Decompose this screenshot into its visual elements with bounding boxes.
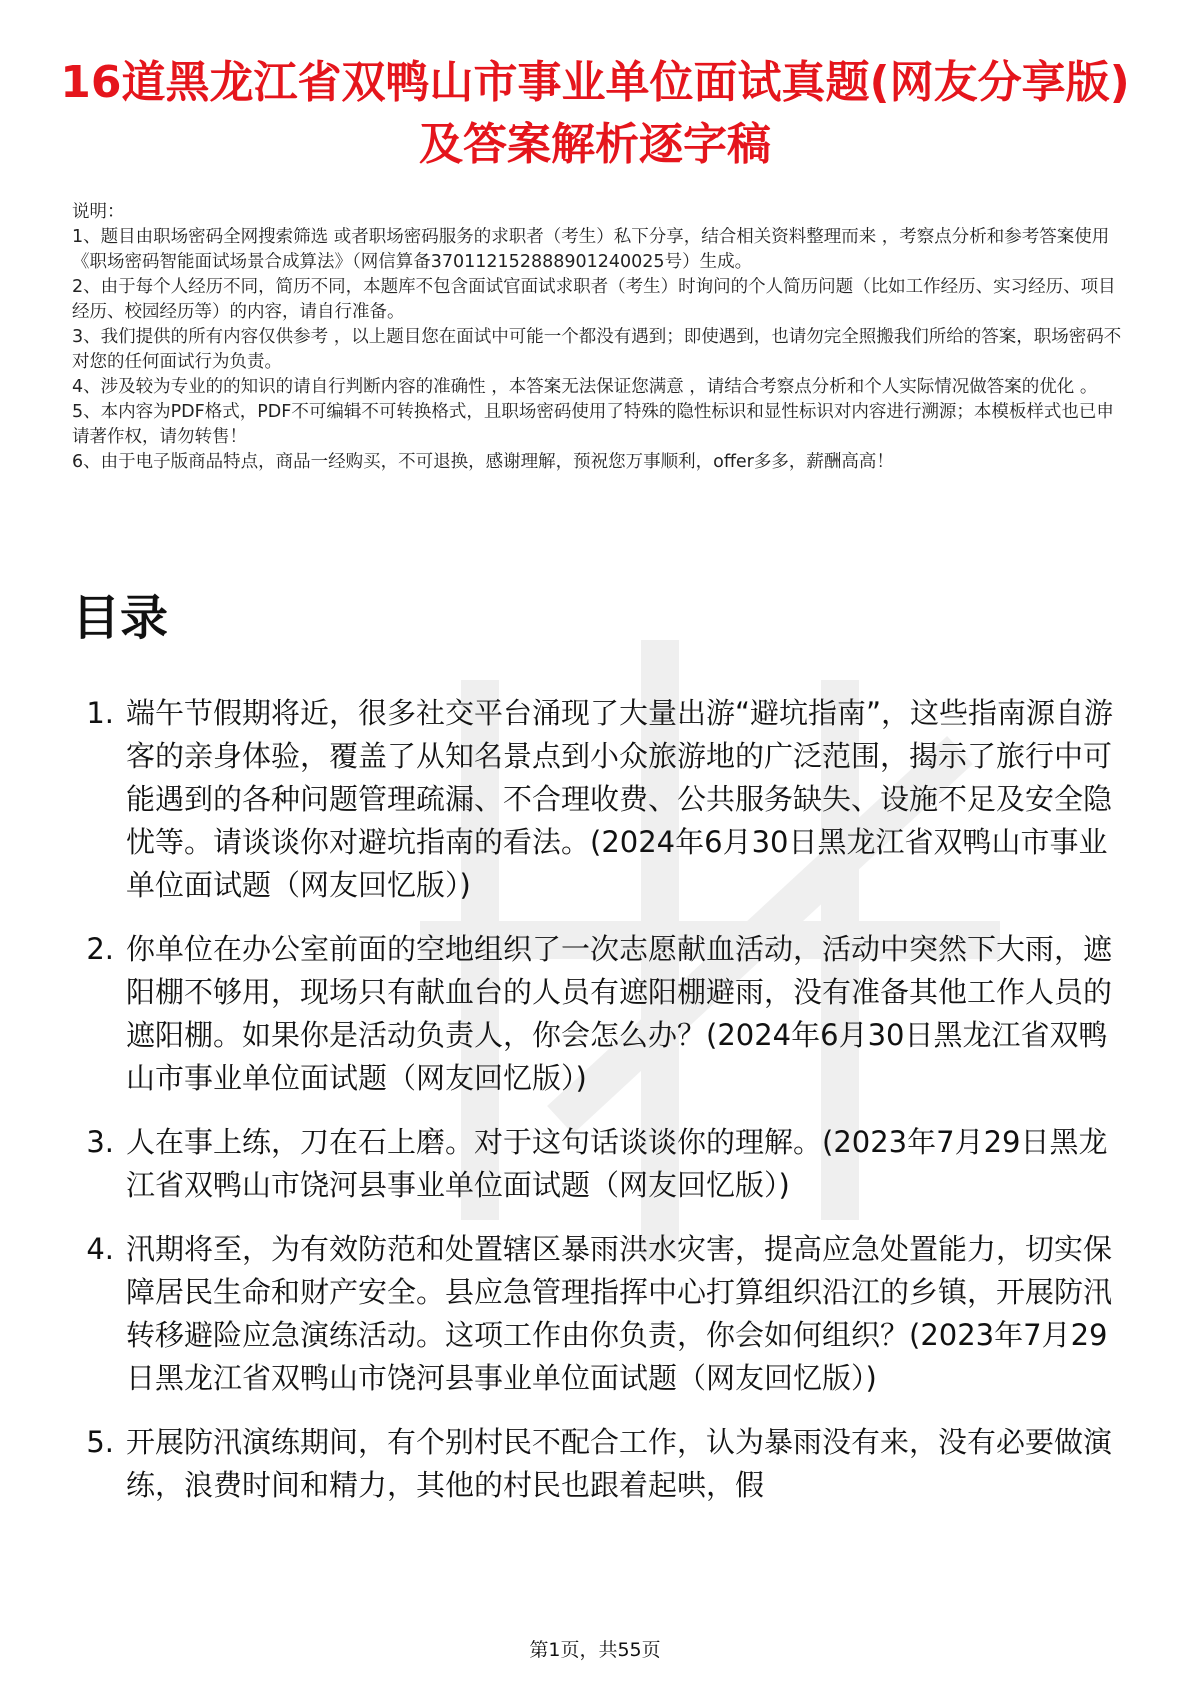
note-item: 4、涉及较为专业的的知识的请自行判断内容的准确性 ，本答案无法保证您满意 ，请结合考察点分析和个人实际情况做答案的优化 。 (72, 377, 1098, 397)
disclaimer-notes (72, 200, 1122, 475)
question-item (72, 928, 1132, 1100)
question-text: 人在事上练，刀在石上磨。对于这句话谈谈你的理解。(2023年7月29日黑龙江省双鸭山市饶河县事业单位面试题（网友回忆版）) (126, 1125, 1108, 1202)
note-item: 5、本内容为PDF格式，PDF不可编辑不可转换格式，且职场密码使用了特殊的隐性标识和显性标识对内容进行溯源；本模板样式也已申请著作权，请勿转售！ (72, 402, 1114, 447)
question-number: 5. (86, 1425, 114, 1459)
question-list (72, 692, 1132, 1612)
question-number: 1. (86, 696, 114, 730)
document-title: 16道黑龙江省双鸭山市事业单位面试真题(网友分享版)及答案解析逐字稿 (60, 57, 1130, 170)
note-item: 3、我们提供的所有内容仅供参考 ，以上题目您在面试中可能一个都没有遇到；即使遇到，也请勿完全照搬我们所给的答案，职场密码不对您的任何面试行为负责。 (72, 327, 1122, 372)
question-text: 端午节假期将近，很多社交平台涌现了大量出游“避坑指南”，这些指南源自游客的亲身体验，覆盖了从知名景点到小众旅游地的广泛范围，揭示了旅行中可能遇到的各种问题管理疏漏、不合理收费、公共服务缺失、设施不足及安全隐忧等。请谈谈你对避坑指南的看法。(2024年6月30日黑龙江省双鸭山市事业单位面试题（网友回忆版）) (126, 696, 1114, 902)
note-item: 6、由于电子版商品特点，商品一经购买，不可退换，感谢理解，预祝您万事顺利，offer多多，薪酬高高！ (72, 452, 894, 472)
question-item (72, 1421, 1132, 1507)
question-number: 4. (86, 1232, 114, 1266)
page-footer: 第1页，共55页 (529, 1639, 661, 1661)
question-number: 2. (86, 932, 114, 966)
question-item (72, 692, 1132, 907)
question-text: 你单位在办公室前面的空地组织了一次志愿献血活动，活动中突然下大雨，遮阳棚不够用，现场只有献血台的人员有遮阳棚避雨，没有准备其他工作人员的遮阳棚。如果你是活动负责人，你会怎么办？(2024年6月30日黑龙江省双鸭山市事业单位面试题（网友回忆版）) (126, 932, 1113, 1095)
toc-heading: 目录 (72, 590, 169, 646)
question-number: 3. (86, 1125, 114, 1159)
question-item (72, 1228, 1132, 1400)
note-item: 2、由于每个人经历不同，简历不同，本题库不包含面试官面试求职者（考生）时询问的个人简历问题（比如工作经历、实习经历、项目经历、校园经历等）的内容，请自行准备。 (72, 277, 1116, 322)
notes-heading: 说明： (72, 202, 125, 222)
question-item (72, 1121, 1132, 1207)
note-item: 1、题目由职场密码全网搜索筛选 或者职场密码服务的求职者（考生）私下分享，结合相关资料整理而来 ，考察点分析和参考答案使用《职场密码智能面试场景合成算法》（网信算备370112152888901240025号）生成。 (72, 227, 1110, 272)
question-text: 汛期将至，为有效防范和处置辖区暴雨洪水灾害，提高应急处置能力，切实保障居民生命和财产安全。县应急管理指挥中心打算组织沿江的乡镇，开展防汛转移避险应急演练活动。这项工作由你负责，你会如何组织？(2023年7月29日黑龙江省双鸭山市饶河县事业单位面试题（网友回忆版）) (126, 1232, 1113, 1395)
question-text: 开展防汛演练期间，有个别村民不配合工作，认为暴雨没有来，没有必要做演练，浪费时间和精力，其他的村民也跟着起哄，假 (126, 1425, 1113, 1502)
